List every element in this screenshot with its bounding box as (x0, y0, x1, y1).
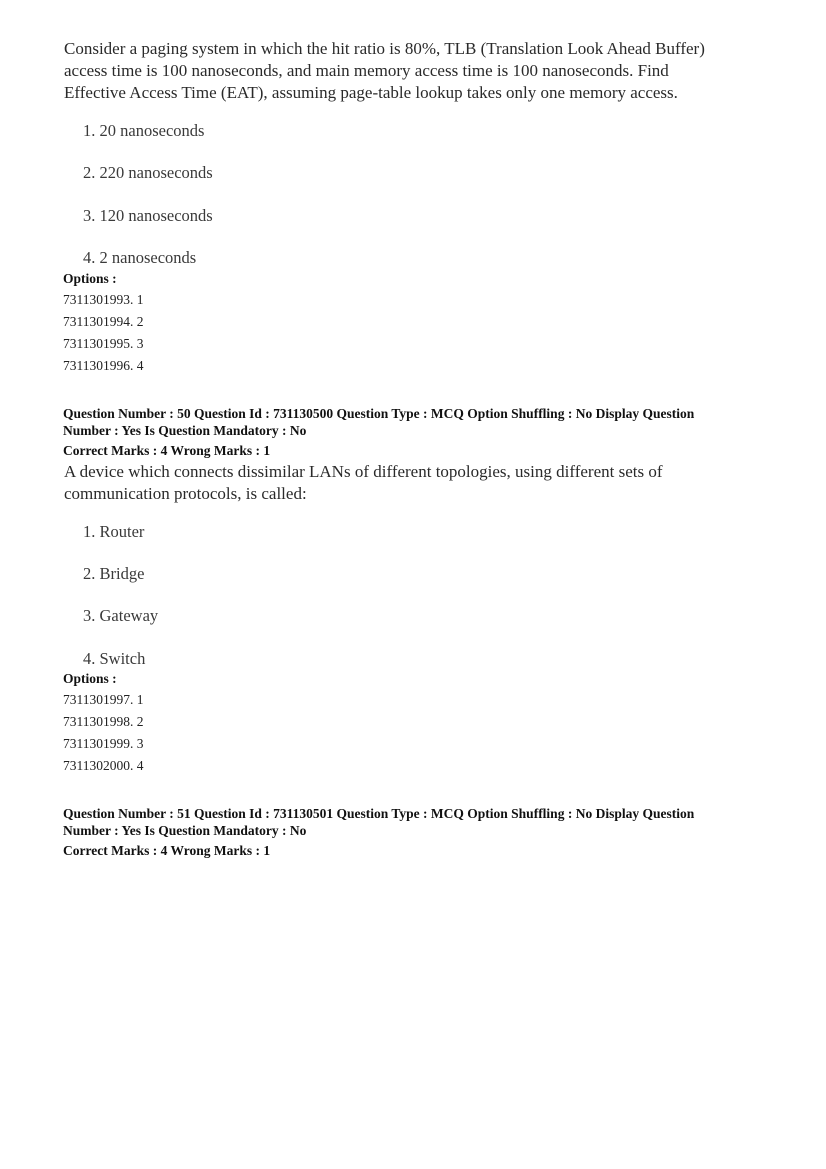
option-id: 7311301997. 1 (63, 692, 144, 707)
question-text-line: Consider a paging system in which the hit ratio is 80%, TLB (Translation Look Ahead Buffer) (64, 39, 705, 58)
marks-line: Correct Marks : 4 Wrong Marks : 1 (63, 843, 271, 858)
question-text-line: A device which connects dissimilar LANs of different topologies, using different sets of (64, 462, 663, 481)
answer-choice-4: 4. Switch (83, 649, 146, 668)
option-id: 7311302000. 4 (63, 758, 144, 773)
options-label: Options : (63, 271, 117, 286)
option-id: 7311301996. 4 (63, 358, 144, 373)
question-meta-line: Question Number : 51 Question Id : 731130501 Question Type : MCQ Option Shuffling : No Display Question (63, 806, 695, 821)
question-meta-line: Number : Yes Is Question Mandatory : No (63, 423, 307, 438)
question-meta-line: Question Number : 50 Question Id : 731130500 Question Type : MCQ Option Shuffling : No Display Question (63, 406, 695, 421)
question-text-line: communication protocols, is called: (64, 484, 307, 503)
question-text-line: Effective Access Time (EAT), assuming page-table lookup takes only one memory access. (64, 83, 678, 102)
answer-choice-3: 3. Gateway (83, 606, 159, 625)
answer-choice-2: 2. Bridge (83, 564, 145, 583)
option-id: 7311301998. 2 (63, 714, 144, 729)
answer-choice-3: 3. 120 nanoseconds (83, 206, 213, 225)
option-id: 7311301994. 2 (63, 314, 144, 329)
answer-choice-1: 1. Router (83, 522, 145, 541)
answer-choice-4: 4. 2 nanoseconds (83, 248, 197, 267)
marks-line: Correct Marks : 4 Wrong Marks : 1 (63, 443, 271, 458)
option-id: 7311301995. 3 (63, 336, 144, 351)
options-label: Options : (63, 671, 117, 686)
option-id: 7311301993. 1 (63, 292, 144, 307)
answer-choice-2: 2. 220 nanoseconds (83, 163, 213, 182)
question-text-line: access time is 100 nanoseconds, and main memory access time is 100 nanoseconds. Find (64, 61, 669, 80)
question-meta-line: Number : Yes Is Question Mandatory : No (63, 823, 307, 838)
option-id: 7311301999. 3 (63, 736, 144, 751)
answer-choice-1: 1. 20 nanoseconds (83, 121, 205, 140)
